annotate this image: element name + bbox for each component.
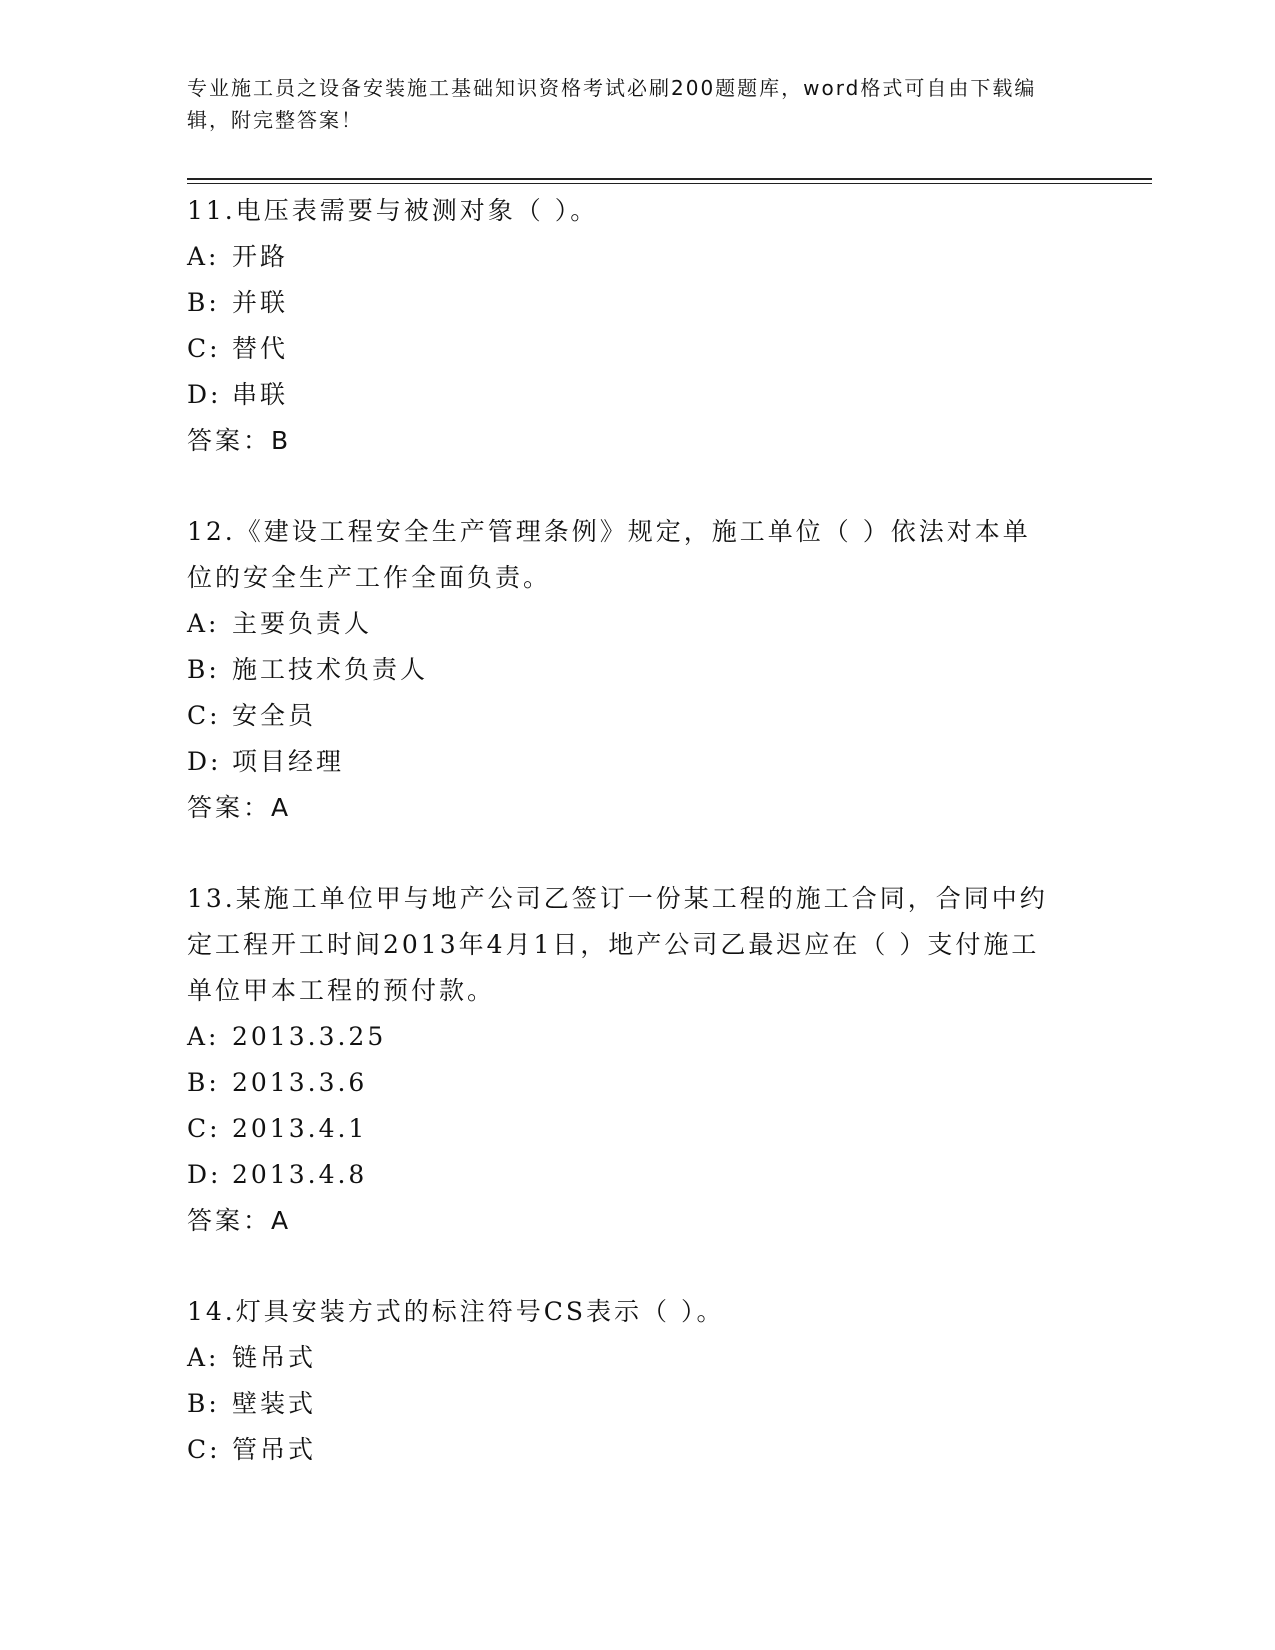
option-b [187, 1381, 1087, 1427]
option-text: 并联 [232, 288, 289, 317]
option-text: 管吊式 [232, 1435, 317, 1464]
option-letter: D: [187, 747, 222, 776]
question-list [187, 188, 1087, 1473]
option-text: 壁装式 [232, 1389, 317, 1418]
answer-line: 答案：A [187, 793, 292, 822]
option-letter: A: [187, 1022, 220, 1051]
option-a [187, 234, 1087, 280]
option-letter: B: [187, 1389, 220, 1418]
option-d [187, 739, 1087, 785]
question-12 [187, 509, 1087, 831]
document-header: 专业施工员之设备安装施工基础知识资格考试必刷200题题库，word格式可自由下载编辑，附完整答案！ [187, 76, 1037, 132]
option-a [187, 601, 1087, 647]
option-letter: B: [187, 655, 220, 684]
option-c [187, 693, 1087, 739]
option-letter: A: [187, 609, 220, 638]
option-c [187, 1106, 1087, 1152]
option-b [187, 1060, 1087, 1106]
option-text: 2013.4.1 [232, 1114, 368, 1143]
option-letter: D: [187, 380, 222, 409]
option-letter: B: [187, 288, 220, 317]
question-14 [187, 1289, 1087, 1473]
option-letter: C: [187, 1114, 221, 1143]
option-a [187, 1014, 1087, 1060]
option-text: 施工技术负责人 [232, 655, 429, 684]
option-letter: C: [187, 701, 221, 730]
option-text: 主要负责人 [232, 609, 373, 638]
option-text: 2013.4.8 [232, 1160, 368, 1189]
option-c [187, 1427, 1087, 1473]
option-letter: B: [187, 1068, 220, 1097]
answer-line: 答案：A [187, 1206, 292, 1235]
question-13 [187, 876, 1087, 1244]
option-text: 安全员 [232, 701, 317, 730]
question-gap [187, 464, 1087, 509]
option-text: 替代 [232, 334, 289, 363]
option-b [187, 280, 1087, 326]
answer-line: 答案：B [187, 426, 292, 455]
question-stem: 13.某施工单位甲与地产公司乙签订一份某工程的施工合同，合同中约定工程开工时间2013年4月1日，地产公司乙最迟应在（ ）支付施工单位甲本工程的预付款。 [187, 884, 1048, 1005]
question-gap [187, 1244, 1087, 1289]
option-text: 链吊式 [232, 1343, 317, 1372]
question-gap [187, 831, 1087, 876]
option-letter: A: [187, 1343, 220, 1372]
option-letter: D: [187, 1160, 222, 1189]
option-letter: C: [187, 334, 221, 363]
option-d [187, 1152, 1087, 1198]
question-11 [187, 188, 1087, 464]
option-text: 串联 [232, 380, 289, 409]
option-c [187, 326, 1087, 372]
question-stem: 11.电压表需要与被测对象（ ）。 [187, 196, 599, 225]
question-stem: 12.《建设工程安全生产管理条例》规定，施工单位（ ）依法对本单位的安全生产工作全面负责。 [187, 517, 1031, 592]
option-text: 2013.3.6 [232, 1068, 368, 1097]
option-a [187, 1335, 1087, 1381]
option-text: 2013.3.25 [232, 1022, 387, 1051]
option-d [187, 372, 1087, 418]
question-stem: 14.灯具安装方式的标注符号CS表示（ ）。 [187, 1297, 725, 1326]
header-rule-thin [187, 183, 1152, 184]
option-text: 开路 [232, 242, 289, 271]
option-letter: A: [187, 242, 220, 271]
option-letter: C: [187, 1435, 221, 1464]
option-text: 项目经理 [232, 747, 345, 776]
header-rule-thick [187, 178, 1152, 180]
option-b [187, 647, 1087, 693]
